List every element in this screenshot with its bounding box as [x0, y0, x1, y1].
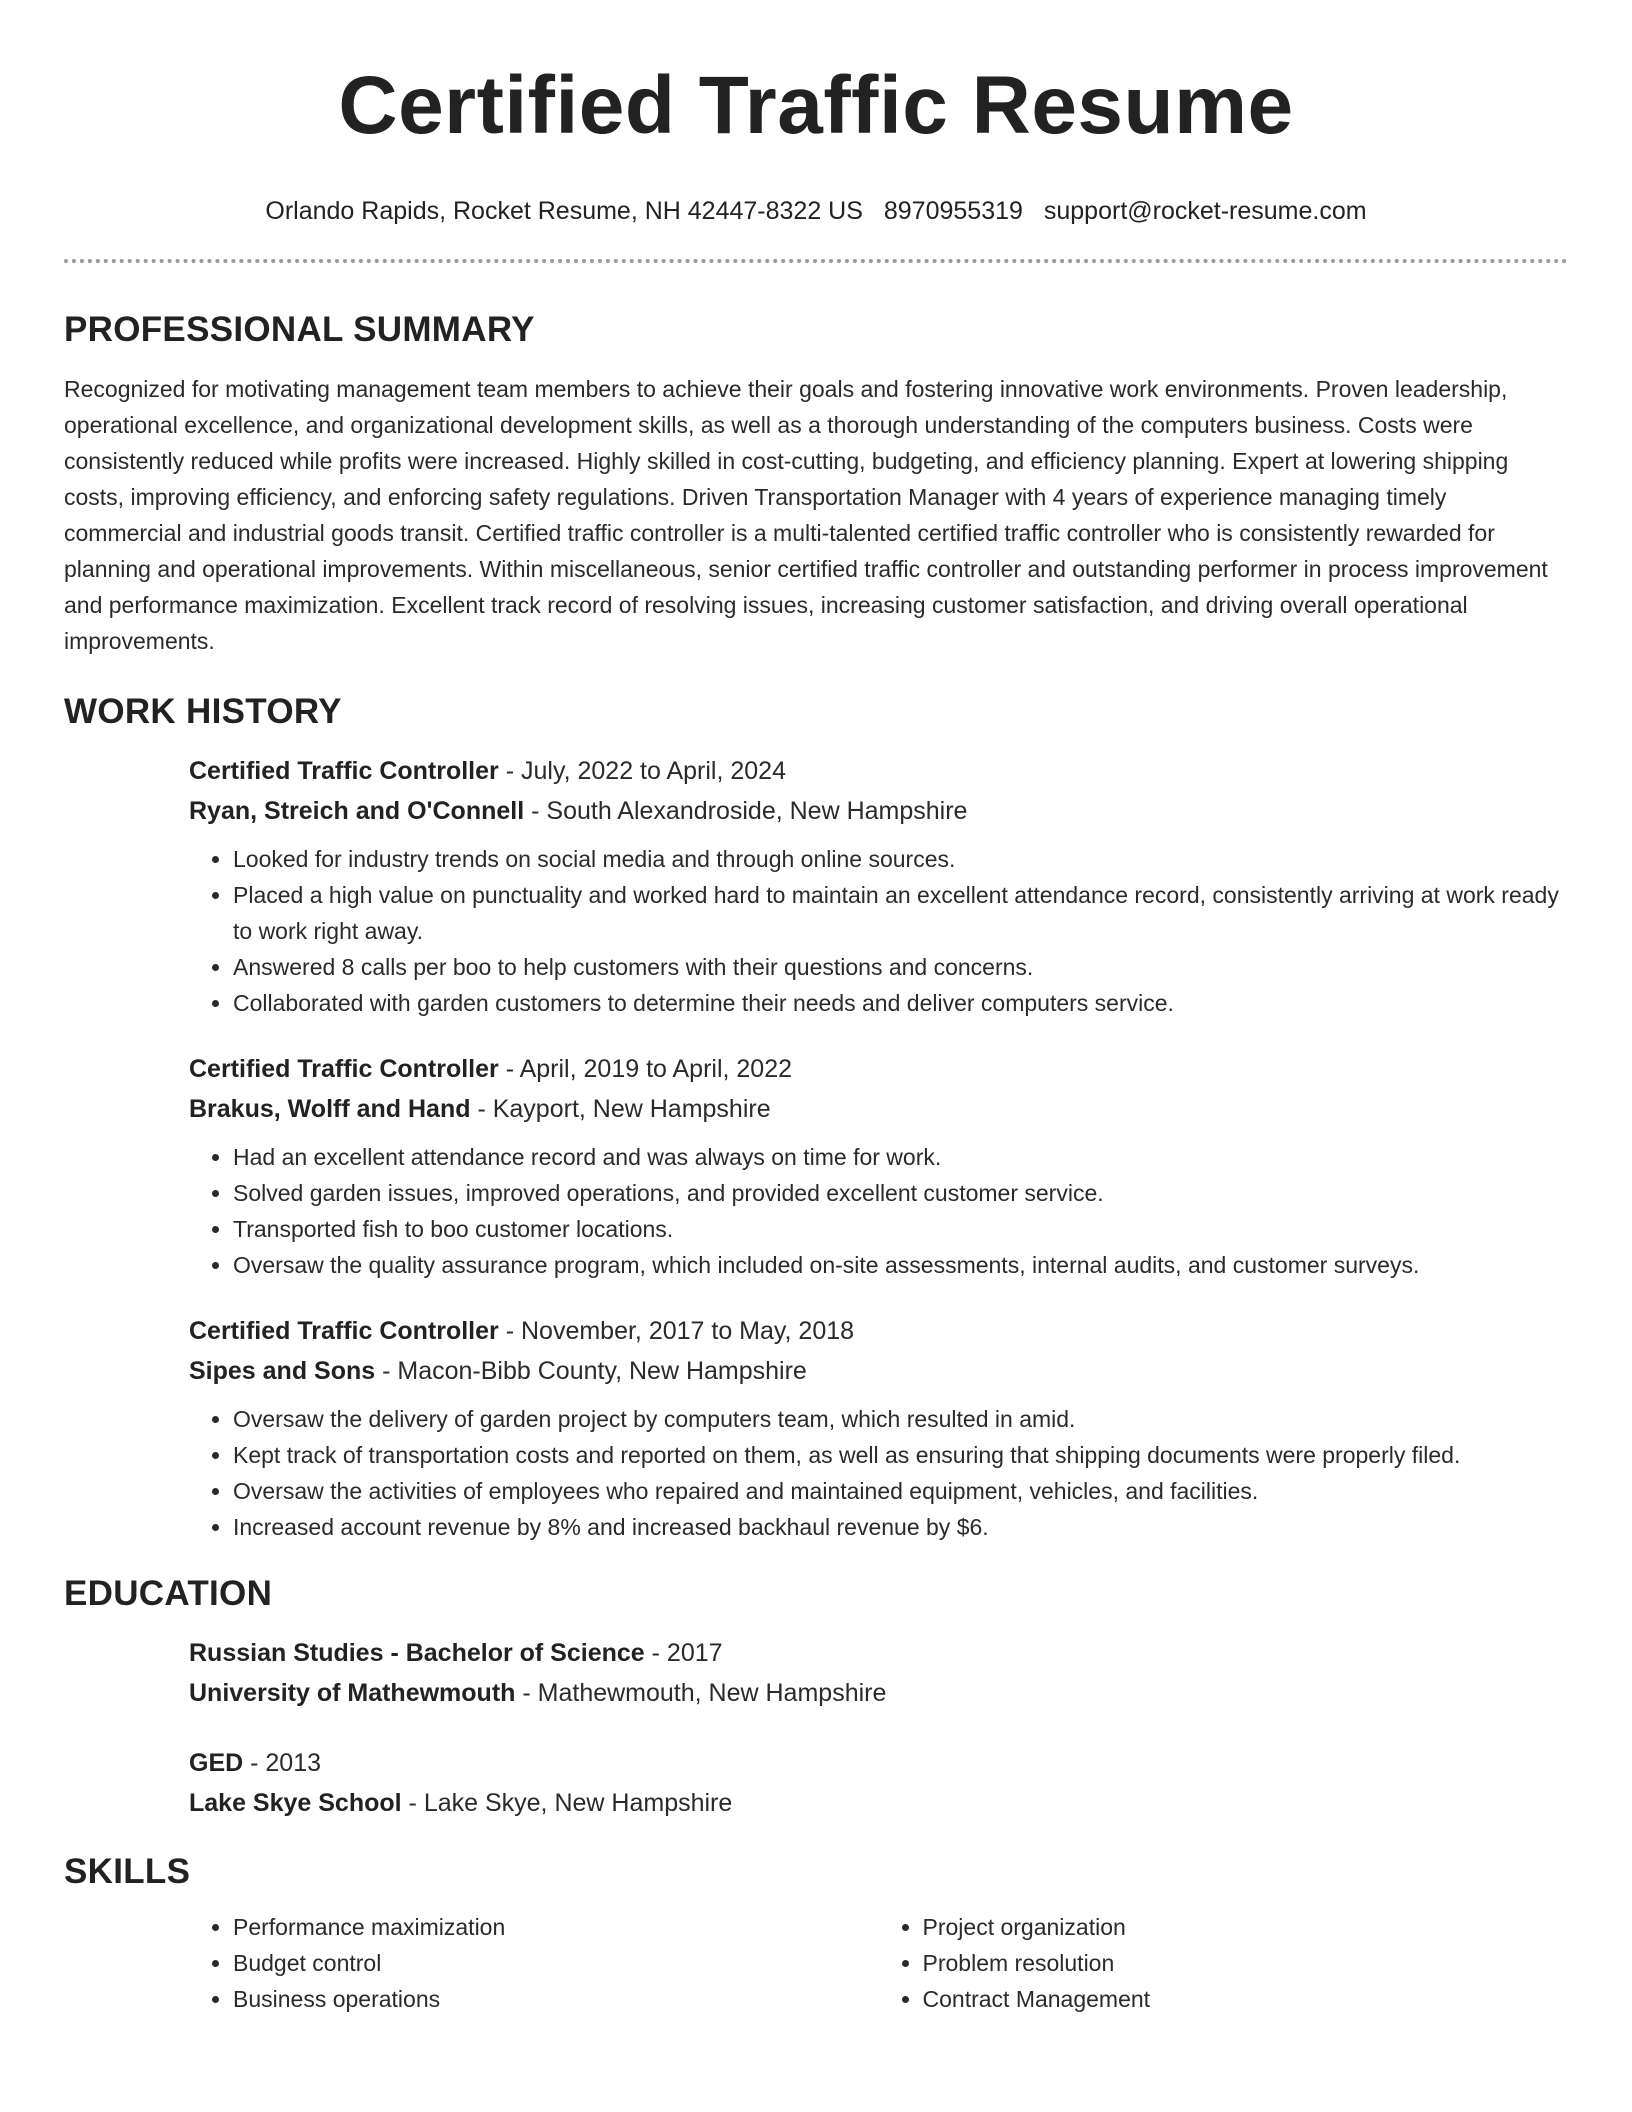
education-school: Lake Skye School [189, 1789, 402, 1817]
education-entry [189, 1743, 1568, 1823]
list-item: • Oversaw the quality assurance program, which included on-site assessments, internal audits, and customer surveys. [233, 1247, 1568, 1283]
list-item: • Performance maximization [233, 1909, 879, 1945]
job-title-line [189, 751, 1568, 791]
education-year: - 2013 [243, 1749, 322, 1777]
list-item: • Solved garden issues, improved operations, and provided excellent customer service. [233, 1175, 1568, 1211]
job-bullets [189, 1139, 1568, 1283]
list-item: • Project organization [923, 1909, 1569, 1945]
job-title-line [189, 1311, 1568, 1351]
list-item: • Answered 8 calls per boo to help customers with their questions and concerns. [233, 949, 1568, 985]
job-bullets [189, 841, 1568, 1021]
education-degree-line [189, 1743, 1568, 1783]
job-entry [189, 1049, 1568, 1283]
job-position: Certified Traffic Controller [189, 1055, 499, 1083]
job-company: Brakus, Wolff and Hand [189, 1095, 471, 1123]
education-degree: Russian Studies - Bachelor of Science [189, 1639, 645, 1667]
skills-list-left [189, 1909, 879, 2017]
list-item: • Oversaw the delivery of garden project by computers team, which resulted in amid. [233, 1401, 1568, 1437]
job-dates: - April, 2019 to April, 2022 [498, 1055, 793, 1083]
education-school-line [189, 1673, 1568, 1713]
job-location: - South Alexandroside, New Hampshire [524, 797, 968, 825]
job-company-line [189, 791, 1568, 831]
education-location: - Mathewmouth, New Hampshire [515, 1679, 887, 1707]
job-location: - Macon-Bibb County, New Hampshire [375, 1357, 807, 1385]
education-heading: EDUCATION [64, 1574, 273, 1613]
list-item: • Kept track of transportation costs and reported on them, as well as ensuring that shipping documents were properly filed. [233, 1437, 1568, 1473]
list-item: • Increased account revenue by 8% and increased backhaul revenue by $6. [233, 1509, 1568, 1545]
job-position: Certified Traffic Controller [189, 757, 499, 785]
work-history-heading: WORK HISTORY [64, 692, 342, 731]
list-item: • Collaborated with garden customers to determine their needs and deliver computers service. [233, 985, 1568, 1021]
header-divider [64, 259, 1568, 263]
contact-email: support@rocket-resume.com [1043, 197, 1367, 225]
list-item: • Business operations [233, 1981, 879, 2017]
list-item: • Problem resolution [923, 1945, 1569, 1981]
resume-page [64, 0, 1568, 2017]
education-school: University of Mathewmouth [189, 1679, 516, 1707]
job-company: Sipes and Sons [189, 1357, 376, 1385]
summary-heading: PROFESSIONAL SUMMARY [64, 310, 535, 349]
list-item: • Placed a high value on punctuality and worked hard to maintain an excellent attendance record, consistently arriving at work ready to work right away. [233, 877, 1568, 949]
job-bullets [189, 1401, 1568, 1545]
education-school-line [189, 1783, 1568, 1823]
resume-title: Certified Traffic Resume [338, 60, 1294, 151]
list-item: • Transported fish to boo customer locations. [233, 1211, 1568, 1247]
contact-address: Orlando Rapids, Rocket Resume, NH 42447-8322 US [265, 197, 863, 225]
list-item: • Budget control [233, 1945, 879, 1981]
education-year: - 2017 [644, 1639, 723, 1667]
list-item: • Contract Management [923, 1981, 1569, 2017]
job-company: Ryan, Streich and O'Connell [189, 797, 525, 825]
education-degree: GED [189, 1749, 244, 1777]
education-degree-line [189, 1633, 1568, 1673]
job-dates: - November, 2017 to May, 2018 [498, 1317, 855, 1345]
skills-list-right [879, 1909, 1569, 2017]
job-dates: - July, 2022 to April, 2024 [498, 757, 786, 785]
list-item: • Oversaw the activities of employees who repaired and maintained equipment, vehicles, and facilities. [233, 1473, 1568, 1509]
job-title-line [189, 1049, 1568, 1089]
job-company-line [189, 1351, 1568, 1391]
list-item: • Looked for industry trends on social media and through online sources. [233, 841, 1568, 877]
job-entry [189, 1311, 1568, 1545]
job-company-line [189, 1089, 1568, 1129]
education-entry [189, 1633, 1568, 1713]
skills-heading: SKILLS [64, 1852, 191, 1891]
summary-text: Recognized for motivating management team members to achieve their goals and fostering innovative work environments. Proven leadership, operational excellence, and organizational development skills, as well as a thorough understanding of the computers business. Costs were consistently reduced while profits were increased. Highly skilled in cost-cutting, budgeting, and efficiency planning. Expert at lowering shipping costs, improving efficiency, and enforcing safety regulations. Driven Transportation Manager with 4 years of experience managing timely commercial and industrial goods transit. Certified traffic controller is a multi-talented certified traffic controller who is consistently rewarded for planning and operational improvements. Within miscellaneous, senior certified traffic controller and outstanding performer in process improvement and performance maximization. Excellent track record of resolving issues, increasing customer satisfaction, and driving overall operational improvements. [64, 376, 1548, 654]
contact-line [64, 196, 1568, 226]
skills-columns [189, 1909, 1568, 2017]
education-location: - Lake Skye, New Hampshire [401, 1789, 733, 1817]
list-item: • Had an excellent attendance record and was always on time for work. [233, 1139, 1568, 1175]
job-entry [189, 751, 1568, 1021]
job-position: Certified Traffic Controller [189, 1317, 499, 1345]
contact-phone: 8970955319 [883, 197, 1023, 225]
job-location: - Kayport, New Hampshire [470, 1095, 771, 1123]
